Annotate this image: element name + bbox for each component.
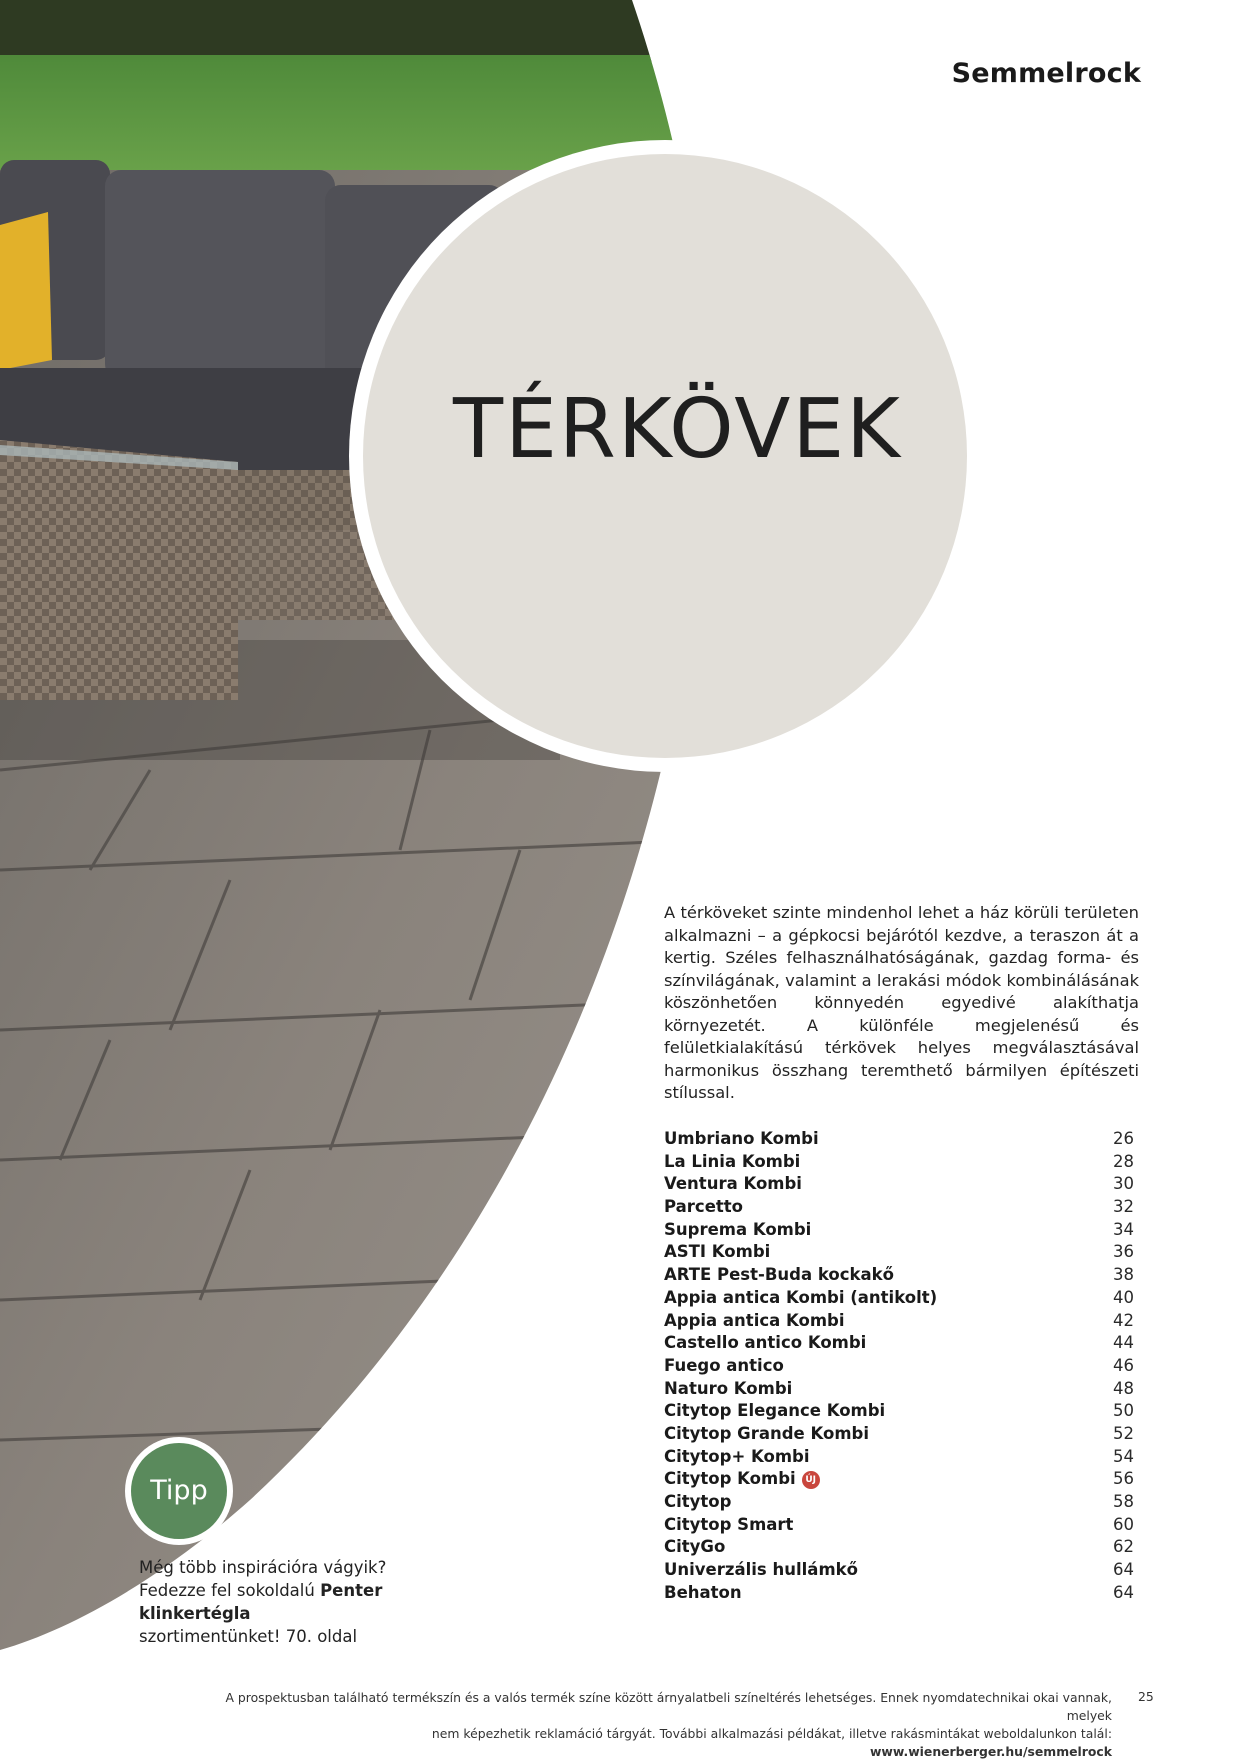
toc-row[interactable]: [664, 1423, 1134, 1446]
intro-paragraph: A térköveket szinte mindenhol lehet a ház körüli területen alkalmazni – a gépkocsi bejárótól kezdve, a teraszon át a kertig. Széles felhasználhatóságának, gazdag forma- és színvilágának, valamint a lerakási módok kombinálásának köszönhetően könnyedén egyedivé alakíthatja környezetét. A különféle megjelenésű és felületkialakítású térkövek helyes megválasztásával harmonikus összhang teremthető bármilyen építészeti stílussal.: [664, 903, 1139, 1102]
table-of-contents: [664, 1128, 1134, 1604]
toc-item-page: 62: [1113, 1537, 1134, 1557]
toc-row[interactable]: [664, 1241, 1134, 1264]
toc-row[interactable]: [664, 1287, 1134, 1310]
toc-item-page: 28: [1113, 1151, 1134, 1171]
footer-line: [200, 1725, 1112, 1761]
footer-line-text: nem képezhetik reklamáció tárgyát. További alkalmazási példákat, illetve rakásmintákat weboldalunkon talál:: [431, 1726, 1112, 1741]
footer-disclaimer: [200, 1689, 1112, 1761]
toc-item-page: 30: [1113, 1174, 1134, 1194]
toc-item-name: Ventura Kombi: [664, 1174, 802, 1194]
toc-item-name: Parcetto: [664, 1197, 744, 1217]
toc-item-page: 54: [1113, 1446, 1134, 1466]
toc-item-name: Appia antica Kombi (antikolt): [664, 1287, 938, 1307]
toc-item-page: 34: [1113, 1219, 1134, 1239]
toc-row[interactable]: [664, 1355, 1134, 1378]
toc-item-page: 58: [1113, 1492, 1134, 1511]
toc-row[interactable]: [664, 1151, 1134, 1174]
footer-website-link[interactable]: www.wienerberger.hu/semmelrock: [869, 1744, 1112, 1759]
toc-item-page: 44: [1113, 1333, 1134, 1353]
toc-row[interactable]: [664, 1264, 1134, 1287]
toc-item-page: 60: [1113, 1514, 1134, 1534]
toc-row[interactable]: [664, 1219, 1134, 1242]
toc-item-name: Naturo Kombi: [664, 1378, 793, 1398]
toc-item-name: Fuego antico: [664, 1355, 784, 1375]
toc-item-page: 40: [1113, 1287, 1134, 1307]
page-number: 25: [1138, 1689, 1154, 1704]
toc-item-name: Citytop: [664, 1492, 732, 1511]
toc-item-name: Citytop Smart: [664, 1514, 794, 1534]
brand-name: Semmelrock: [951, 58, 1141, 89]
tipp-badge: [131, 1443, 227, 1539]
toc-item-name: Citytop+ Kombi: [664, 1446, 810, 1466]
toc-row[interactable]: [664, 1536, 1134, 1559]
tip-line: szortimentünket! 70. oldal: [139, 1627, 358, 1646]
toc-item-page: 50: [1113, 1401, 1134, 1421]
toc-row[interactable]: [664, 1582, 1134, 1605]
toc-item-page: 36: [1113, 1242, 1134, 1262]
toc-item-page: 64: [1113, 1560, 1134, 1580]
tip-line: Még több inspirációra vágyik?: [139, 1558, 387, 1577]
toc-item-page: 46: [1113, 1355, 1134, 1375]
tip-product-link[interactable]: Penter klinkertégla: [139, 1581, 383, 1623]
toc-item-page: 48: [1113, 1378, 1134, 1398]
toc-item-page: 38: [1113, 1265, 1134, 1285]
toc-item-page: 32: [1113, 1197, 1134, 1217]
toc-item-name: Citytop Elegance Kombi: [664, 1401, 886, 1421]
toc-row[interactable]: [664, 1559, 1134, 1582]
toc-item-name-with-badge: [664, 1468, 820, 1491]
toc-row[interactable]: [664, 1491, 1134, 1514]
toc-item-name: Castello antico Kombi: [664, 1333, 867, 1353]
toc-item-name: Univerzális hullámkő: [664, 1560, 858, 1580]
toc-item-name: Citytop Kombi: [664, 1469, 796, 1489]
toc-item-page: 42: [1113, 1310, 1134, 1330]
tip-text: [139, 1556, 499, 1648]
page-title: TÉRKÖVEK: [453, 382, 902, 477]
footer-line: A prospektusban található termékszín és a valós termék színe között árnyalatbeli színeltérés lehetséges. Ennek nyomdatechnikai okai vannak, melyek: [225, 1690, 1112, 1723]
tipp-label: Tipp: [150, 1475, 208, 1506]
toc-item-page: 64: [1113, 1582, 1134, 1602]
toc-item-name: Citytop Grande Kombi: [664, 1423, 869, 1443]
toc-item-name: ARTE Pest-Buda kockakő: [664, 1265, 894, 1285]
toc-item-page: 26: [1113, 1129, 1134, 1148]
tip-line-text: Fedezze fel sokoldalú: [139, 1581, 321, 1600]
toc-row[interactable]: [664, 1196, 1134, 1219]
toc-row[interactable]: [664, 1514, 1134, 1537]
toc-row[interactable]: [664, 1173, 1134, 1196]
toc-item-name: La Linia Kombi: [664, 1151, 801, 1171]
toc-item-name: Appia antica Kombi: [664, 1310, 845, 1330]
toc-row[interactable]: [664, 1468, 1134, 1491]
toc-item-name: Suprema Kombi: [664, 1219, 812, 1239]
toc-row[interactable]: [664, 1446, 1134, 1469]
toc-item-page: 56: [1113, 1469, 1134, 1489]
toc-row[interactable]: [664, 1310, 1134, 1333]
toc-row[interactable]: [664, 1128, 1134, 1151]
toc-item-name: ASTI Kombi: [664, 1242, 771, 1262]
tip-line: [139, 1579, 499, 1625]
toc-item-page: 52: [1113, 1423, 1134, 1443]
new-badge: ÚJ: [802, 1471, 820, 1489]
toc-item-name: Behaton: [664, 1582, 742, 1602]
toc-row[interactable]: [664, 1332, 1134, 1355]
toc-row[interactable]: [664, 1400, 1134, 1423]
toc-item-name: CityGo: [664, 1537, 726, 1557]
toc-item-name: Umbriano Kombi: [664, 1129, 819, 1148]
toc-row[interactable]: [664, 1378, 1134, 1401]
